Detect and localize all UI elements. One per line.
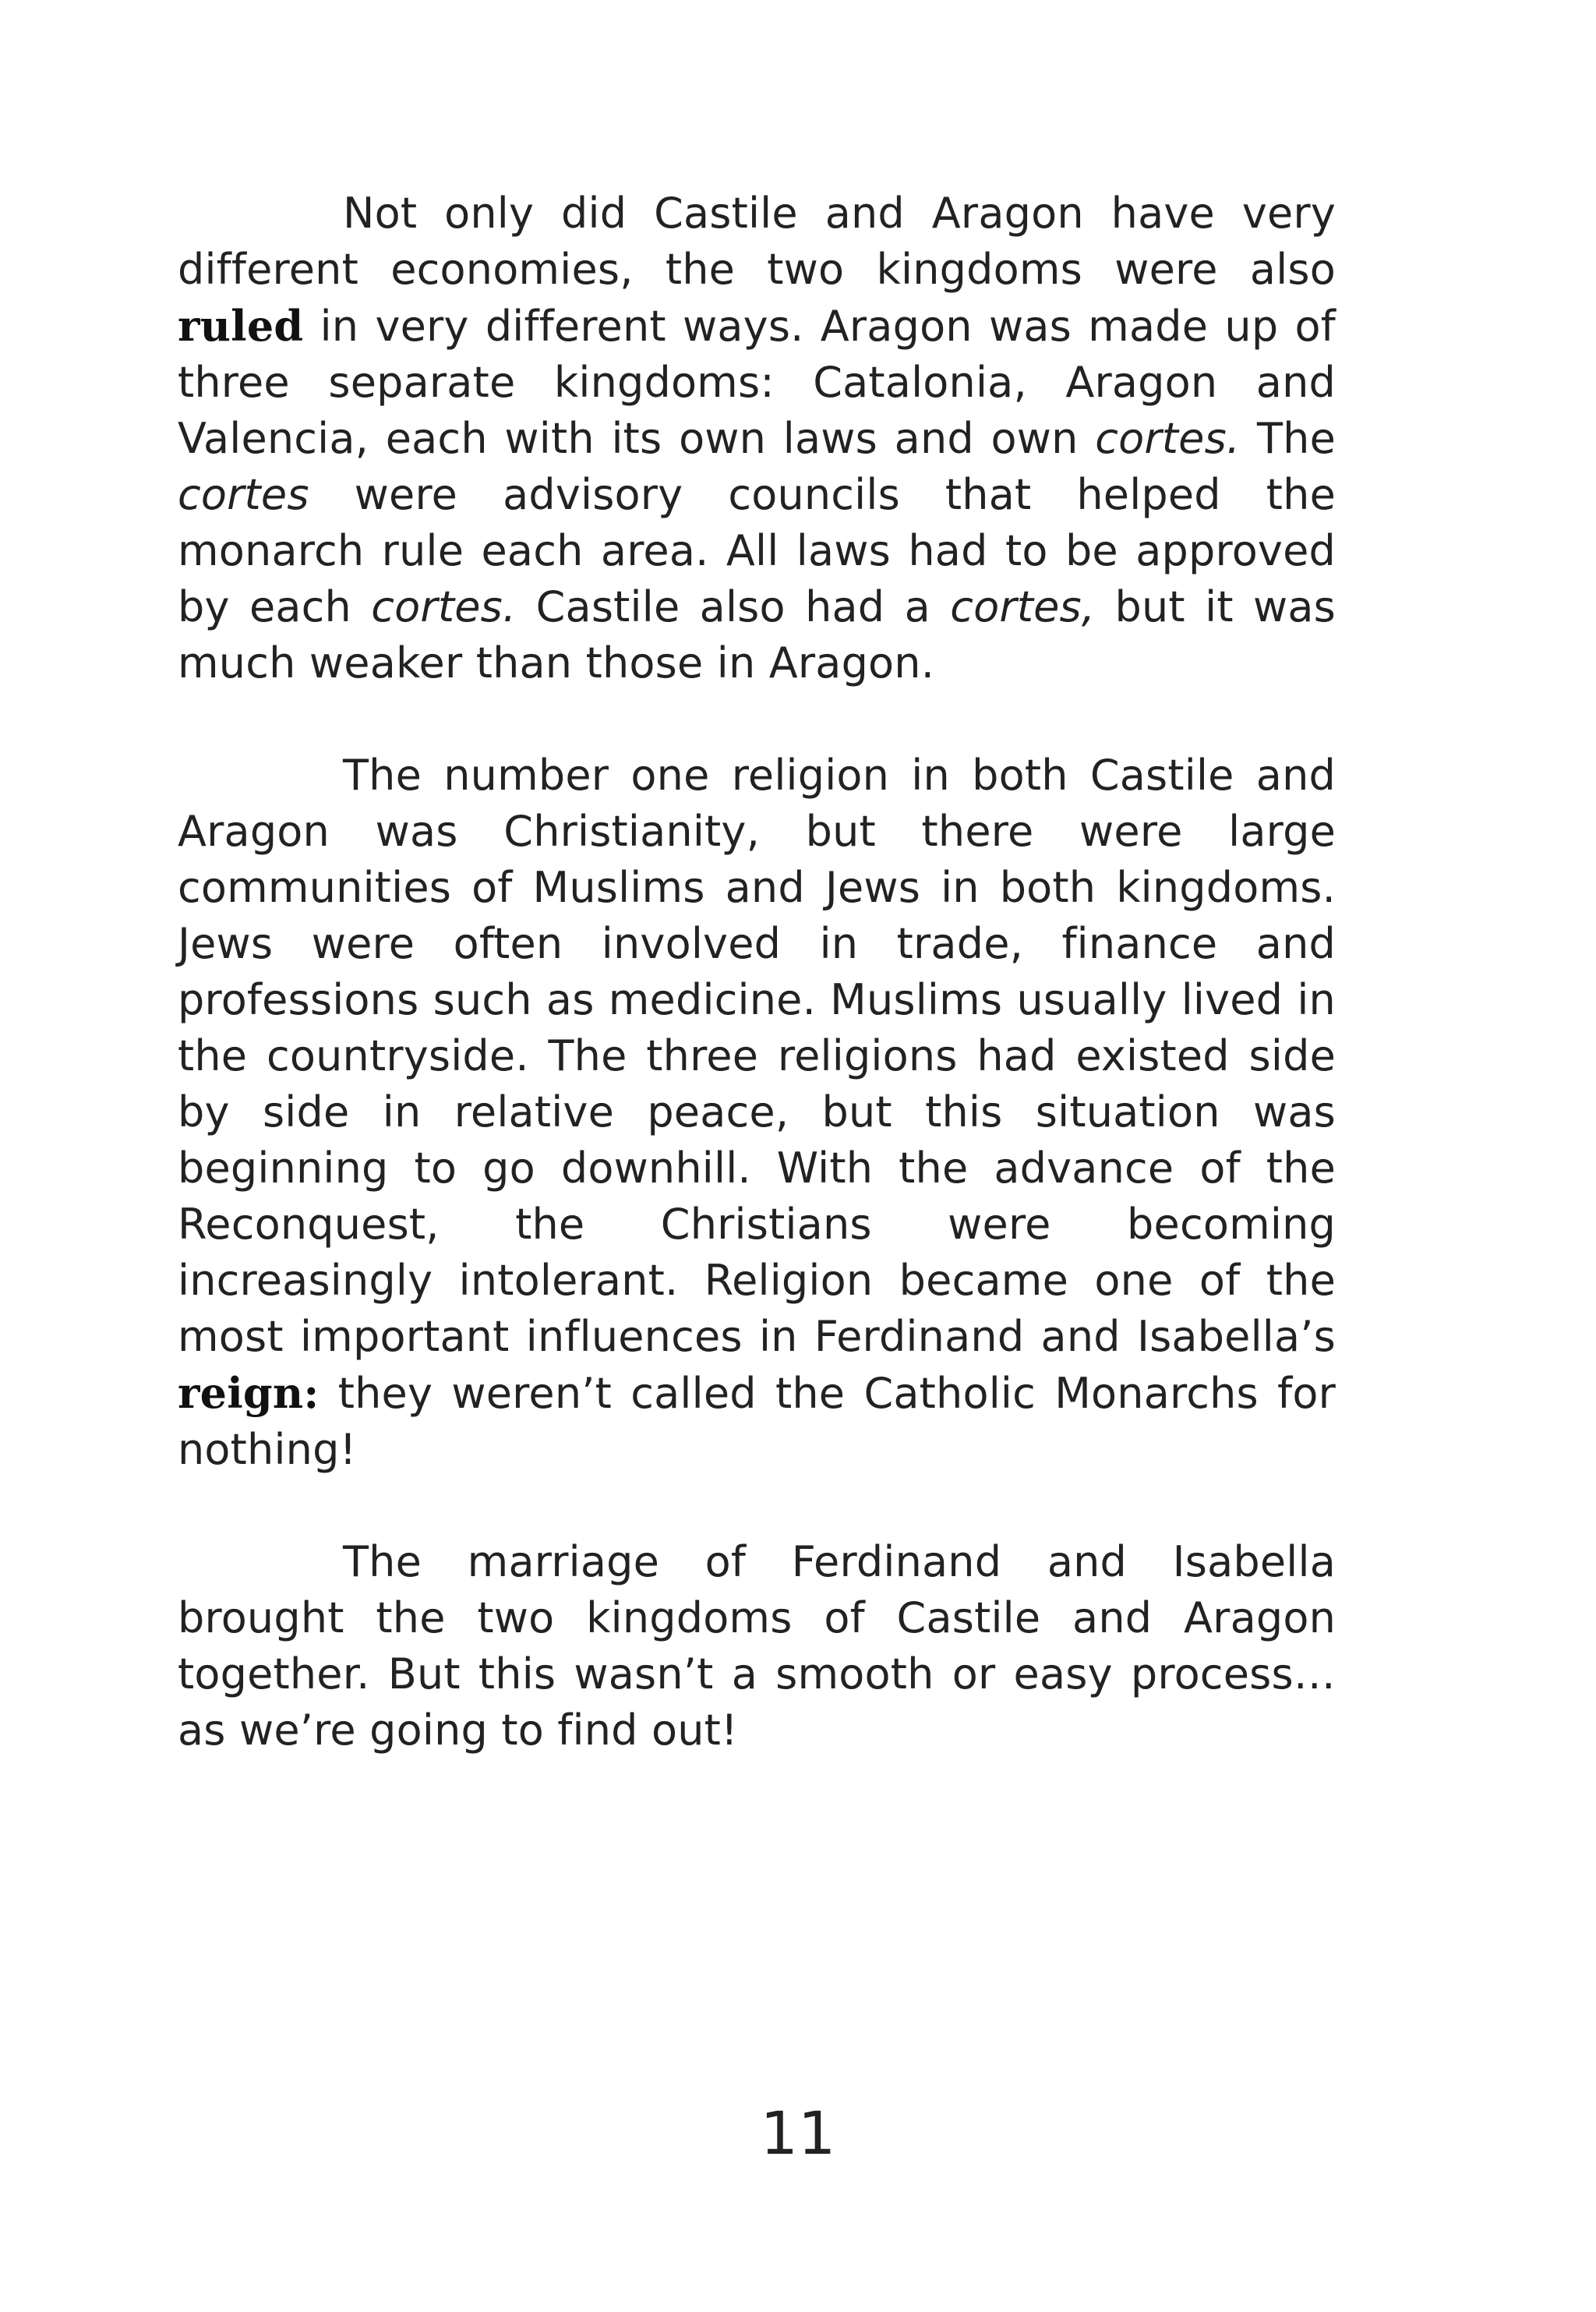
text-run: Castile also had a — [516, 582, 951, 631]
paragraph-3 — [178, 1534, 1336, 1759]
text-run: but it was much weaker than those in Aragon. — [178, 582, 1336, 688]
text-run: The number one religion in both Castile and Aragon was Christianity, but there were large communities of Muslims and Jews in both kingdoms. Jews were often involved in trade, finance and professions such as medicine. Muslims usually lived in the countryside. The three religions had existed side by side in relative peace, but this situation was beginning to go downhill. With the advance of the Reconquest, the Christians were becoming increasingly intolerant. Religion became one of the most important influences in Ferdinand and Isabella’s — [178, 751, 1336, 1361]
text-run: in very different ways. Aragon was made up of three separate kingdoms: Catalonia, Aragon and Valencia, each with its own laws and own — [178, 302, 1336, 463]
glossary-term-reign: reign: — [178, 1368, 320, 1418]
foreign-term: cortes, — [950, 582, 1096, 631]
body-text — [178, 186, 1336, 1815]
text-run: they weren’t called the Catholic Monarchs for nothing! — [178, 1369, 1336, 1474]
foreign-term: cortes — [178, 470, 309, 519]
paragraph-2 — [178, 748, 1336, 1478]
page-number: 11 — [760, 2098, 836, 2168]
foreign-term: cortes. — [1095, 414, 1241, 463]
text-run: The marriage of Ferdinand and Isabella brought the two kingdoms of Castile and Aragon together. But this wasn’t a smooth or easy process…as we’re going to find out! — [178, 1537, 1336, 1755]
text-run: The — [1240, 414, 1336, 463]
foreign-term: cortes. — [371, 582, 517, 631]
paragraph-1 — [178, 186, 1336, 691]
glossary-term-ruled: ruled — [178, 301, 304, 351]
text-run: Not only did Castile and Aragon have very different economies, the two kingdoms were also — [178, 189, 1336, 294]
text-run: were advisory councils that helped the monarch rule each area. All laws had to be approved by each — [178, 470, 1336, 631]
